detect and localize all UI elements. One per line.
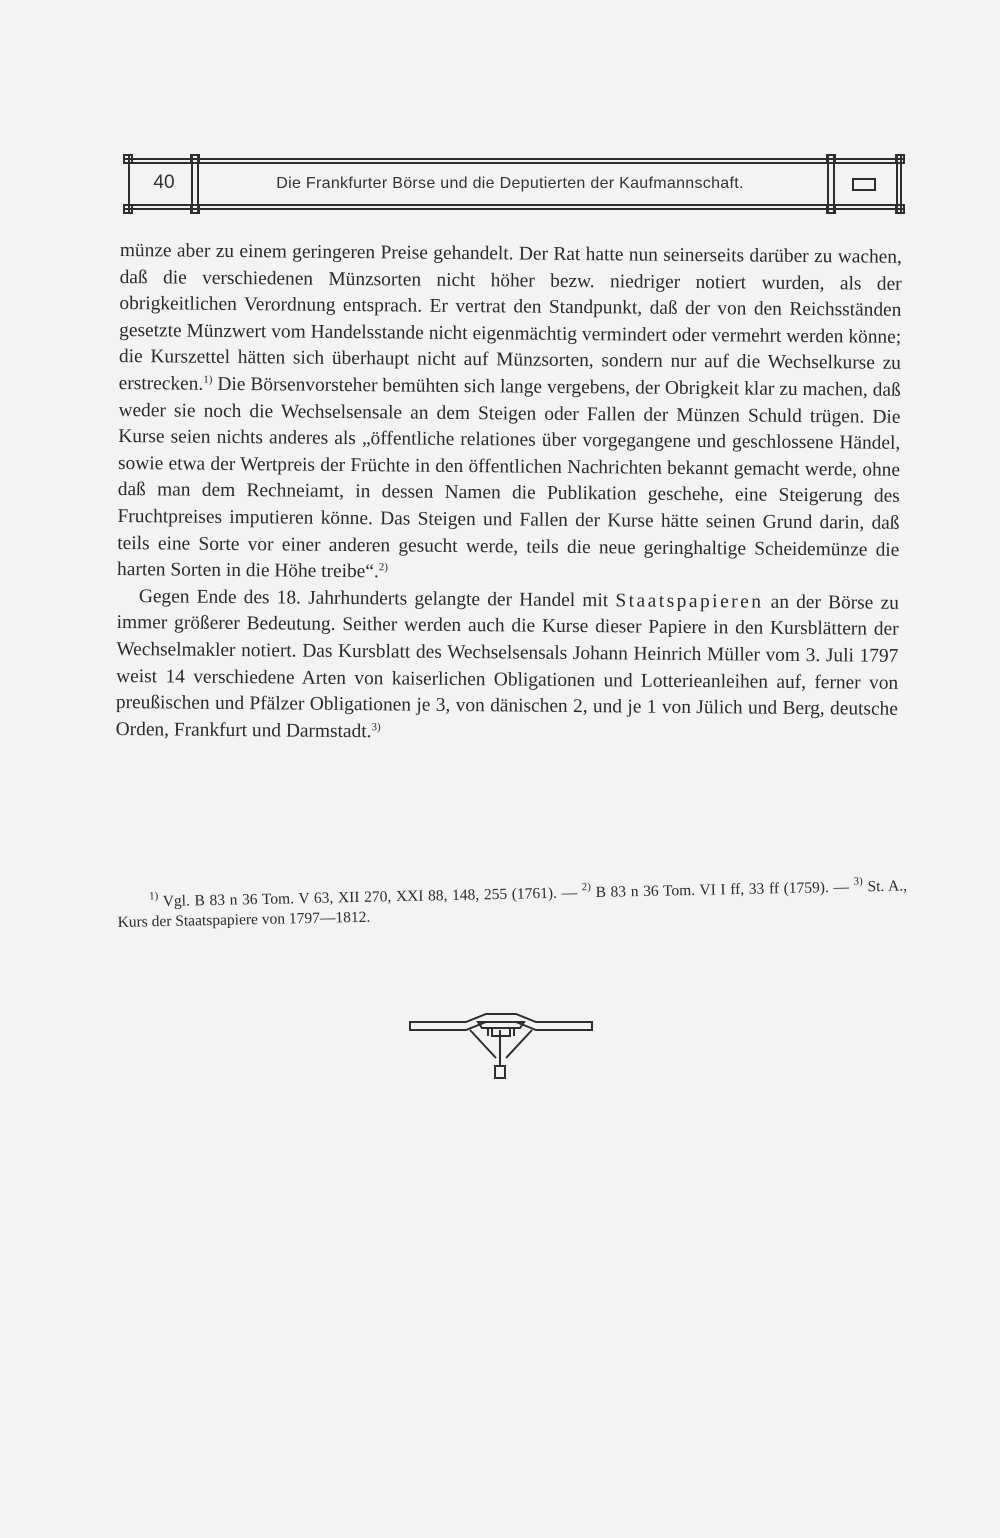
paragraph-text: Die Börsenvorsteher bemühten sich lange vergebens, der Obrigkeit klar zu machen, daß weder sie noch die Wechselsensale an dem Steigen oder Fallen der Münzen Schuld trügen. Die Kurse seien nichts anderes als „öffentliche relationes über vorgegangene und geschlossene Händel, sowie etwa der Wertpreis der Früchte in den öffentlichen Nachrichten bekannt gemacht werde, ohne daß man dem Rechneiamt, in dessen Namen die Publikation geschehe, eine Steigerung des Fruchtpreises imputieren könne. Das Steigen und Fallen der Kurse hätte seinen Grund darin, daß teils eine Sorte vor einer anderen gesucht werde, teils die neue geringhaltige Scheidemünze die harten Sorten in die Höhe treibe“.: [117, 373, 901, 583]
running-title: Die Frankfurter Börse und die Deputierten der Kaufmannschaft.: [276, 175, 744, 192]
main-text: [116, 238, 902, 750]
footnote-text: St. A., Kurs der Staatspapiere von 1797—1812.: [117, 877, 908, 931]
paragraph-text: münze aber zu einem geringeren Preise gehandelt. Der Rat hatte nun seinerseits darüber zu wachen, daß die verschiedenen Münzsorten nicht höher bezw. niedriger notiert wurden, als der obrigkeitlichen Verordnung entsprach. Er vertrat den Standpunkt, daß der von den Reichsständen gesetzte Münzwert vom Handelsstande nicht eigenmächtig vermindert oder vermehrt werden könne; die Kurszettel hätten sich überhaupt nicht auf Münzsorten, sondern nur auf die Wechselkurse zu erstrecken.: [118, 239, 902, 395]
footnote-text: B 83 n 36 Tom. VI I ff, 33 ff (1759). —: [595, 878, 850, 901]
footnote-marker: 1): [148, 890, 159, 903]
footnote-reference: 2): [378, 561, 389, 574]
footnote-text: Vgl. B 83 n 36 Tom. V 63, XII 270, XXI 88, 148, 255 (1761). —: [162, 884, 578, 911]
emphasized-term: Staatspapieren: [615, 590, 764, 613]
paragraph-text: Gegen Ende des 18. Jahrhunderts gelangte der Handel mit: [138, 585, 609, 611]
footnote-line: [117, 876, 908, 933]
footnote-reference: 1): [203, 373, 213, 386]
paragraph: [116, 584, 899, 750]
paragraph: [117, 238, 902, 591]
footnote-marker: 3): [853, 875, 863, 888]
page-number: 40: [153, 172, 175, 193]
footnote-reference: 3): [371, 720, 381, 733]
ornament-icon: [408, 1008, 594, 1082]
tailpiece-ornament: [408, 1008, 594, 1087]
paragraph-text: an der Börse zu immer größerer Bedeutung. Seither werden auch die Kurse dieser Papiere in den Kursblättern der Wechselmakler notiert. Das Kursblatt des Wechselsensals Johann Heinrich Müller vom 3. Juli 1797 weist 14 verschiedene Arten von kaiserlichen Obligationen und Lotterieanleihen auf, ferner von preußischen und Pfälzer Obligationen je 3, von dänischen 2, und je 1 von Jülich und Berg, deutsche Orden, Frankfurt und Darmstadt.: [115, 591, 899, 742]
footnote-marker: 2): [581, 881, 591, 894]
footnotes: [117, 876, 908, 933]
